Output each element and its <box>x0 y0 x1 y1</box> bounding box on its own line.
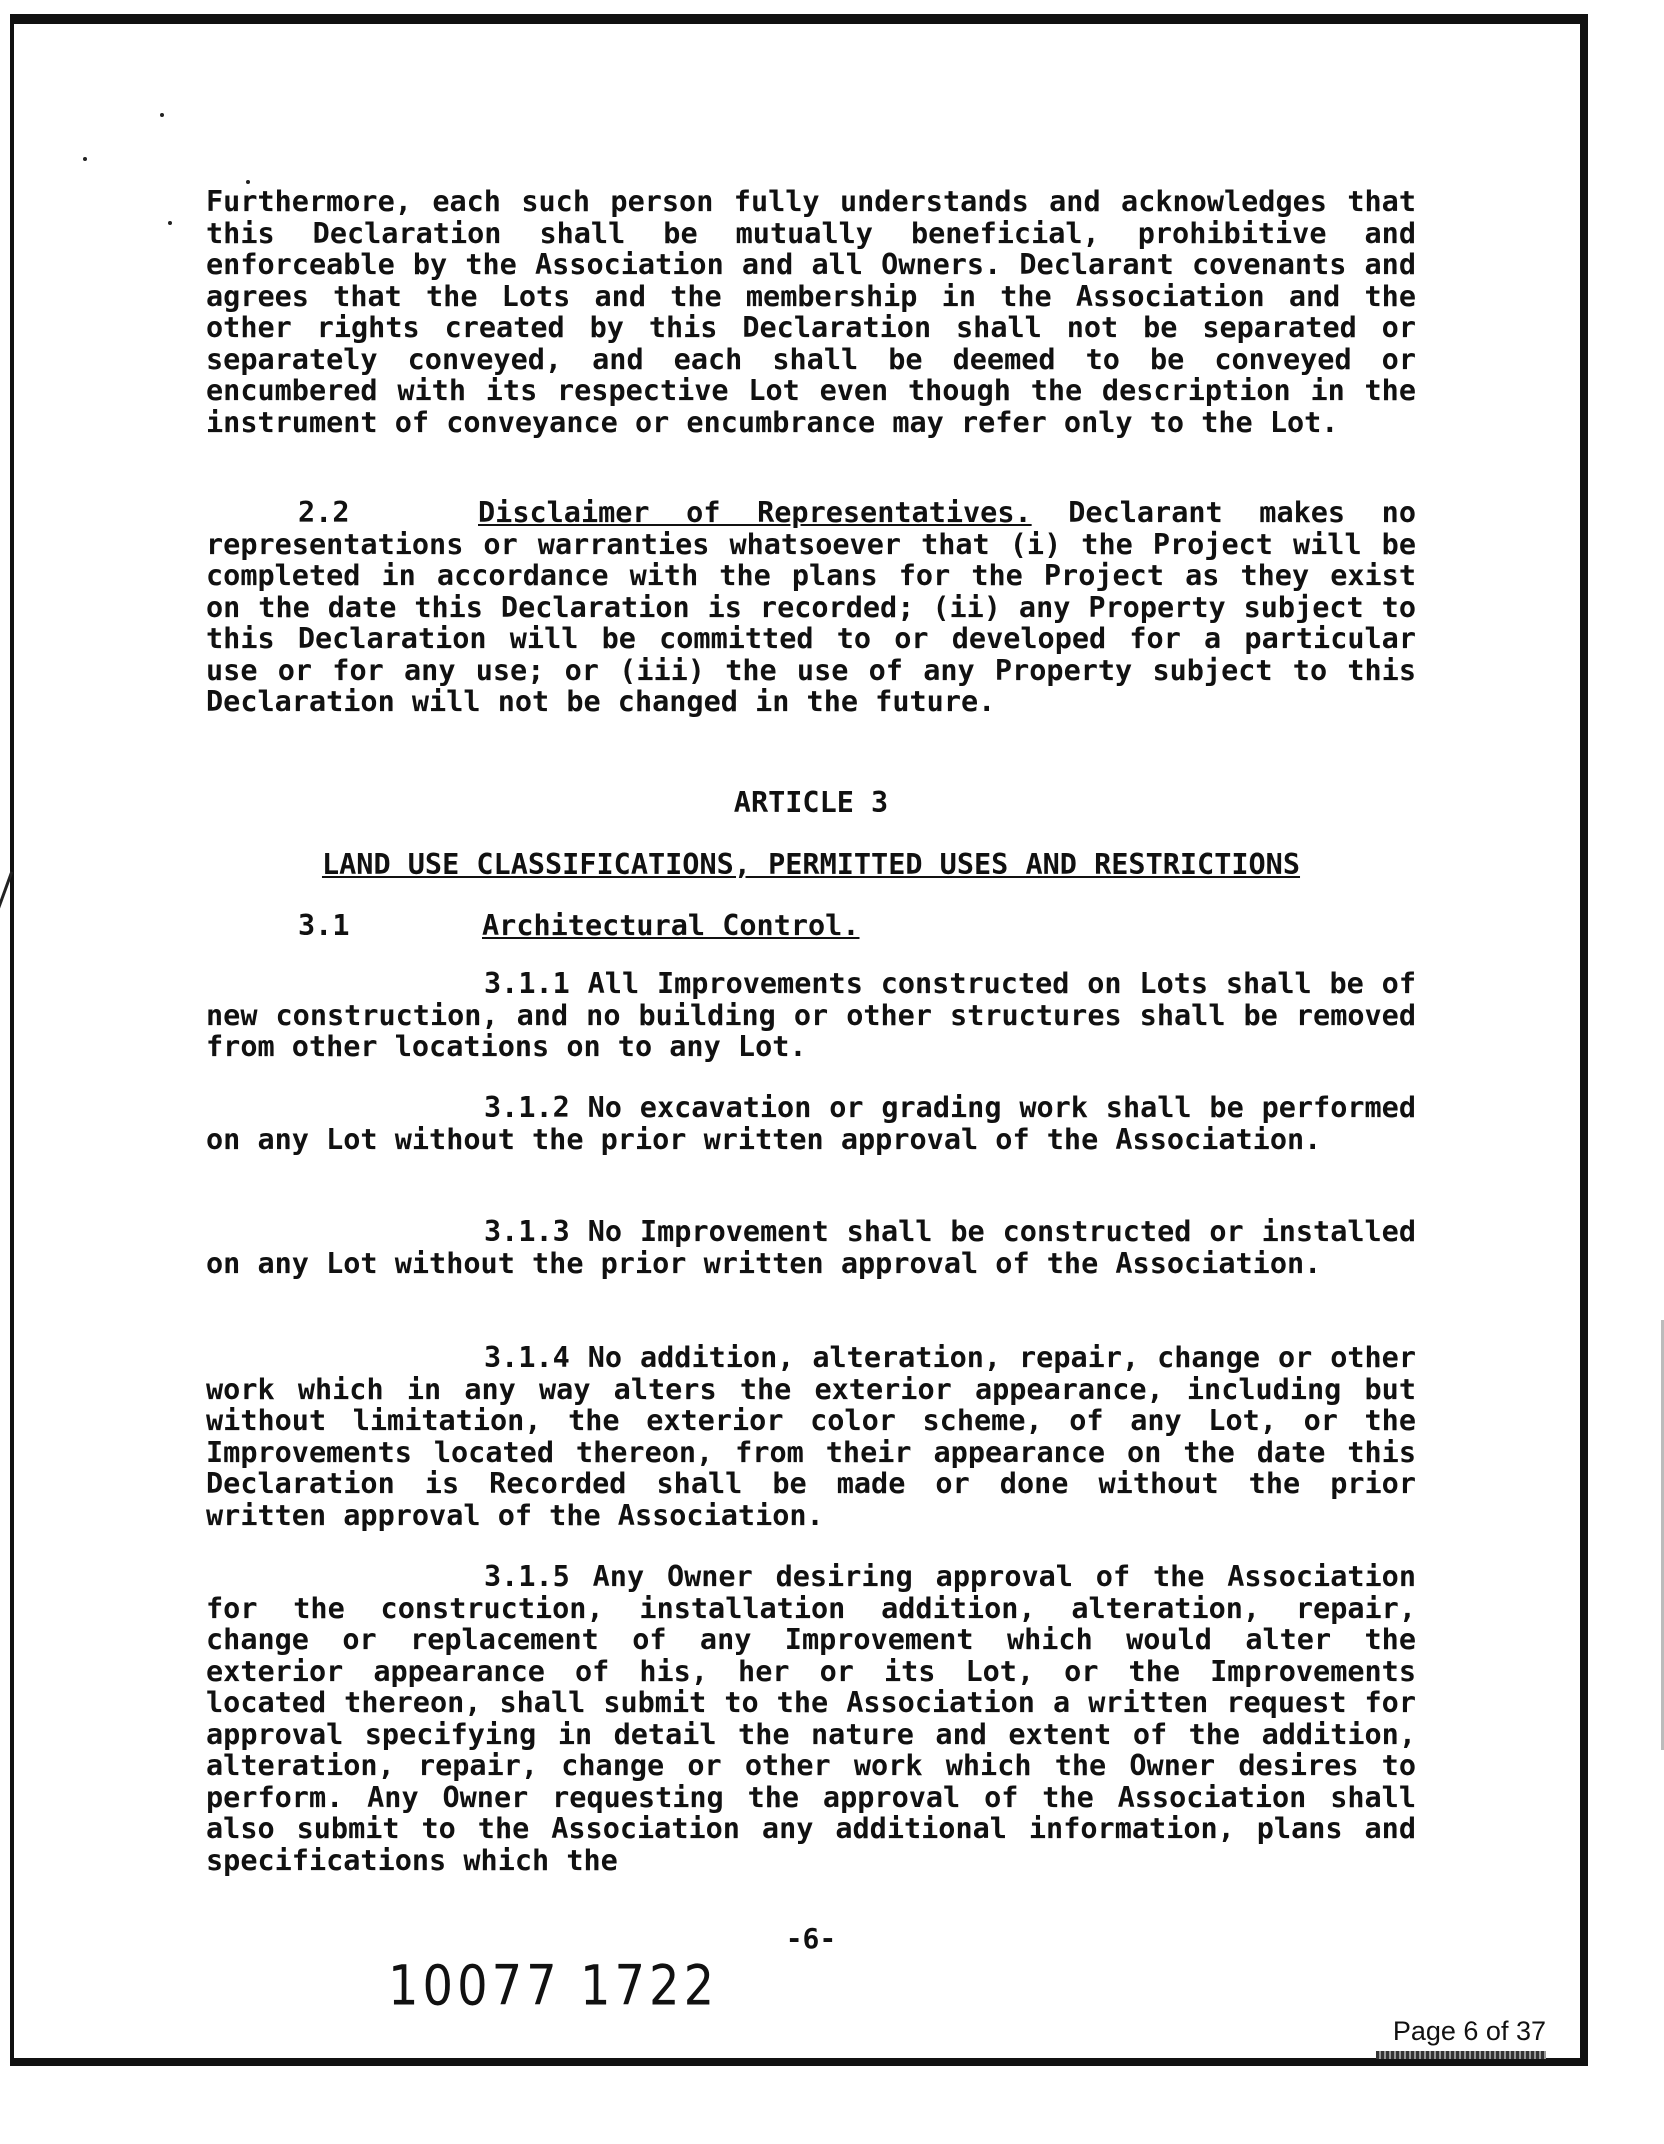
article-subtitle: LAND USE CLASSIFICATIONS, PERMITTED USES AND RESTRICTIONS <box>321 848 1301 881</box>
section-number: 2.2 <box>298 496 350 529</box>
footer-page-count: Page 6 of 37 <box>1392 2016 1546 2046</box>
scan-speck <box>246 180 250 184</box>
section-number: 3.1.4 <box>484 1341 570 1374</box>
section-3-1-5 <box>206 1561 1416 1876</box>
barcode-stamp <box>1376 2051 1546 2059</box>
handwritten-record-number: 10077 1722 <box>388 1953 719 2019</box>
section-title: Disclaimer of Representatives. <box>478 496 1032 529</box>
section-body: No excavation or grading work shall be performed on any Lot without the prior written approval of the Association. <box>206 1091 1416 1156</box>
section-body: No addition, alteration, repair, change or other work which in any way alters the exterior appearance, including but without limitation, the exterior color scheme, of any Lot, or the Improvements located thereon, from their appearance on the date this Declaration is Recorded shall be made or done without the prior written approval of the Association. <box>206 1341 1416 1532</box>
section-3-1-3 <box>206 1216 1416 1279</box>
section-number: 3.1.3 <box>484 1215 570 1248</box>
section-3-1-4 <box>206 1342 1416 1531</box>
section-title: Architectural Control. <box>482 909 860 942</box>
section-body: Any Owner desiring approval of the Association for the construction, installation addition, alteration, repair, change or replacement of any Improvement which would alter the exterior appearance of his, her or its Lot, or the Improvements located thereon, shall submit to the Association a written request for approval specifying in detail the nature and extent of the addition, alteration, repair, change or other work which the Owner desires to perform. Any Owner requesting the approval of the Association shall also submit to the Association any additional information, plans and specifications which the <box>206 1560 1416 1877</box>
section-3-1-2 <box>206 1092 1416 1155</box>
section-number: 3.1 <box>298 909 350 942</box>
section-body: All Improvements constructed on Lots shall be of new construction, and no building or other structures shall be removed from other locations on to any Lot. <box>206 967 1416 1063</box>
scan-speck <box>160 113 164 117</box>
paragraph-intro: Furthermore, each such person fully understands and acknowledges that this Declaration shall be mutually beneficial, prohibitive and enforceable by the Association and all Owners. Declarant covenants and agrees that the Lots and the membership in the Association and the other rights created by this Declaration shall not be separated or separately conveyed, and each shall be deemed to be conveyed or encumbered with its respective Lot even though the description in the instrument of conveyance or encumbrance may refer only to the Lot. <box>206 185 1416 439</box>
section-number: 3.1.2 <box>484 1091 570 1124</box>
article-title: ARTICLE 3 <box>733 786 889 819</box>
section-3-1-1 <box>206 968 1416 1063</box>
section-number: 3.1.1 <box>484 967 570 1000</box>
scan-speck <box>83 157 87 161</box>
page-number: -6- <box>785 1922 837 1955</box>
section-2-2 <box>206 497 1416 718</box>
section-body: Declarant makes no representations or warranties whatsoever that (i) the Project will be completed in accordance with the plans for the Project as they exist on the date this Declaration is recorded; (ii) any Property subject to this Declaration will be committed to or developed for a particular use or for any use; or (iii) the use of any Property subject to this Declaration will not be changed in the future. <box>206 496 1416 718</box>
section-body: No Improvement shall be constructed or installed on any Lot without the prior written approval of the Association. <box>206 1215 1416 1280</box>
section-number: 3.1.5 <box>484 1560 570 1593</box>
scan-speck <box>168 221 172 225</box>
section-3-1-heading <box>298 909 860 942</box>
